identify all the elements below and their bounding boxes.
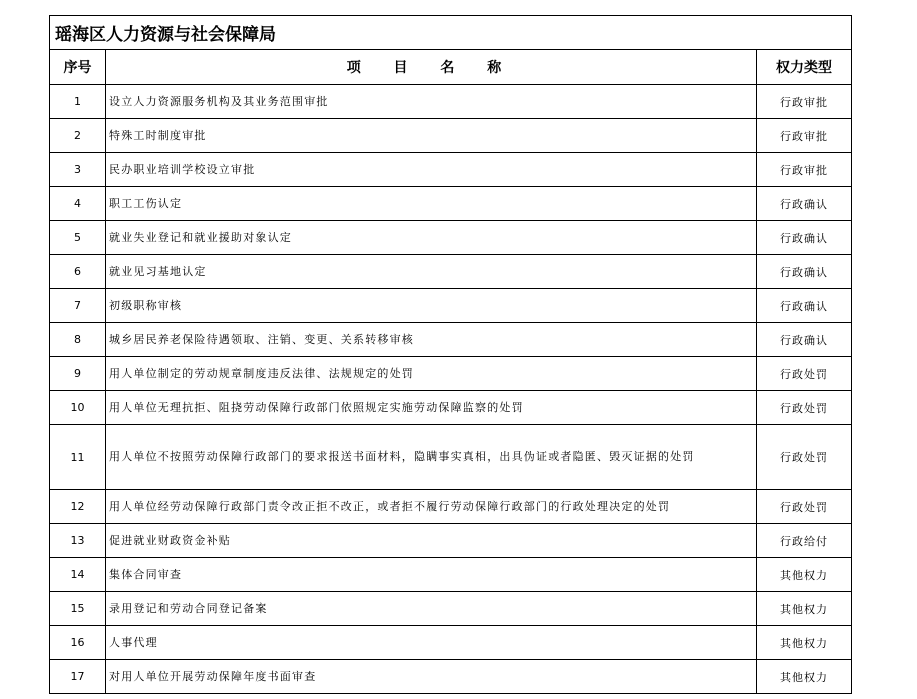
table-row bbox=[50, 592, 852, 626]
row-item-name: 集体合同审查 bbox=[106, 558, 757, 592]
table-row bbox=[50, 357, 852, 391]
row-number: 9 bbox=[50, 357, 106, 391]
row-power-type: 行政确认 bbox=[757, 255, 852, 289]
table-title: 瑶海区人力资源与社会保障局 bbox=[50, 16, 852, 50]
row-power-type: 行政处罚 bbox=[757, 357, 852, 391]
header-name: 项 目 名 称 bbox=[106, 50, 757, 85]
row-item-name: 设立人力资源服务机构及其业务范围审批 bbox=[106, 85, 757, 119]
table-row bbox=[50, 85, 852, 119]
table-row bbox=[50, 221, 852, 255]
row-number: 12 bbox=[50, 490, 106, 524]
row-power-type: 行政审批 bbox=[757, 153, 852, 187]
row-number: 15 bbox=[50, 592, 106, 626]
row-number: 3 bbox=[50, 153, 106, 187]
header-no: 序号 bbox=[50, 50, 106, 85]
row-item-name: 就业见习基地认定 bbox=[106, 255, 757, 289]
row-item-name: 职工工伤认定 bbox=[106, 187, 757, 221]
row-number: 17 bbox=[50, 660, 106, 694]
row-power-type: 行政确认 bbox=[757, 221, 852, 255]
row-item-name: 录用登记和劳动合同登记备案 bbox=[106, 592, 757, 626]
header-row bbox=[50, 50, 852, 85]
row-item-name: 人事代理 bbox=[106, 626, 757, 660]
row-number: 7 bbox=[50, 289, 106, 323]
row-number: 5 bbox=[50, 221, 106, 255]
table-row bbox=[50, 289, 852, 323]
row-number: 16 bbox=[50, 626, 106, 660]
table-row bbox=[50, 323, 852, 357]
table-row bbox=[50, 626, 852, 660]
row-number: 13 bbox=[50, 524, 106, 558]
row-power-type: 行政给付 bbox=[757, 524, 852, 558]
row-item-name: 就业失业登记和就业援助对象认定 bbox=[106, 221, 757, 255]
table-row bbox=[50, 119, 852, 153]
row-power-type: 行政确认 bbox=[757, 289, 852, 323]
table-row bbox=[50, 153, 852, 187]
row-item-name: 用人单位无理抗拒、阻挠劳动保障行政部门依照规定实施劳动保障监察的处罚 bbox=[106, 391, 757, 425]
header-type: 权力类型 bbox=[757, 50, 852, 85]
row-power-type: 行政确认 bbox=[757, 187, 852, 221]
table-row bbox=[50, 558, 852, 592]
table-row bbox=[50, 255, 852, 289]
row-item-name: 民办职业培训学校设立审批 bbox=[106, 153, 757, 187]
row-item-name: 初级职称审核 bbox=[106, 289, 757, 323]
row-item-name: 用人单位经劳动保障行政部门责令改正拒不改正，或者拒不履行劳动保障行政部门的行政处理决定的处罚 bbox=[106, 490, 757, 524]
row-number: 10 bbox=[50, 391, 106, 425]
row-power-type: 其他权力 bbox=[757, 558, 852, 592]
title-row bbox=[50, 16, 852, 50]
row-item-name: 促进就业财政资金补贴 bbox=[106, 524, 757, 558]
row-item-name: 用人单位制定的劳动规章制度违反法律、法规规定的处罚 bbox=[106, 357, 757, 391]
row-power-type: 行政确认 bbox=[757, 323, 852, 357]
row-power-type: 其他权力 bbox=[757, 660, 852, 694]
row-power-type: 行政审批 bbox=[757, 119, 852, 153]
table-row bbox=[50, 524, 852, 558]
row-number: 14 bbox=[50, 558, 106, 592]
row-power-type: 行政处罚 bbox=[757, 425, 852, 490]
table-row bbox=[50, 425, 852, 490]
table-row bbox=[50, 391, 852, 425]
row-item-name: 用人单位不按照劳动保障行政部门的要求报送书面材料，隐瞒事实真相，出具伪证或者隐匿、毁灭证据的处罚 bbox=[106, 425, 757, 490]
row-power-type: 行政处罚 bbox=[757, 490, 852, 524]
row-item-name: 城乡居民养老保险待遇领取、注销、变更、关系转移审核 bbox=[106, 323, 757, 357]
row-number: 2 bbox=[50, 119, 106, 153]
row-item-name: 对用人单位开展劳动保障年度书面审查 bbox=[106, 660, 757, 694]
row-number: 1 bbox=[50, 85, 106, 119]
row-power-type: 其他权力 bbox=[757, 626, 852, 660]
row-number: 11 bbox=[50, 425, 106, 490]
row-item-name: 特殊工时制度审批 bbox=[106, 119, 757, 153]
power-list-table bbox=[49, 15, 852, 694]
row-power-type: 其他权力 bbox=[757, 592, 852, 626]
row-number: 4 bbox=[50, 187, 106, 221]
row-number: 8 bbox=[50, 323, 106, 357]
table-row bbox=[50, 490, 852, 524]
row-number: 6 bbox=[50, 255, 106, 289]
table-row bbox=[50, 660, 852, 694]
table-row bbox=[50, 187, 852, 221]
row-power-type: 行政审批 bbox=[757, 85, 852, 119]
row-power-type: 行政处罚 bbox=[757, 391, 852, 425]
